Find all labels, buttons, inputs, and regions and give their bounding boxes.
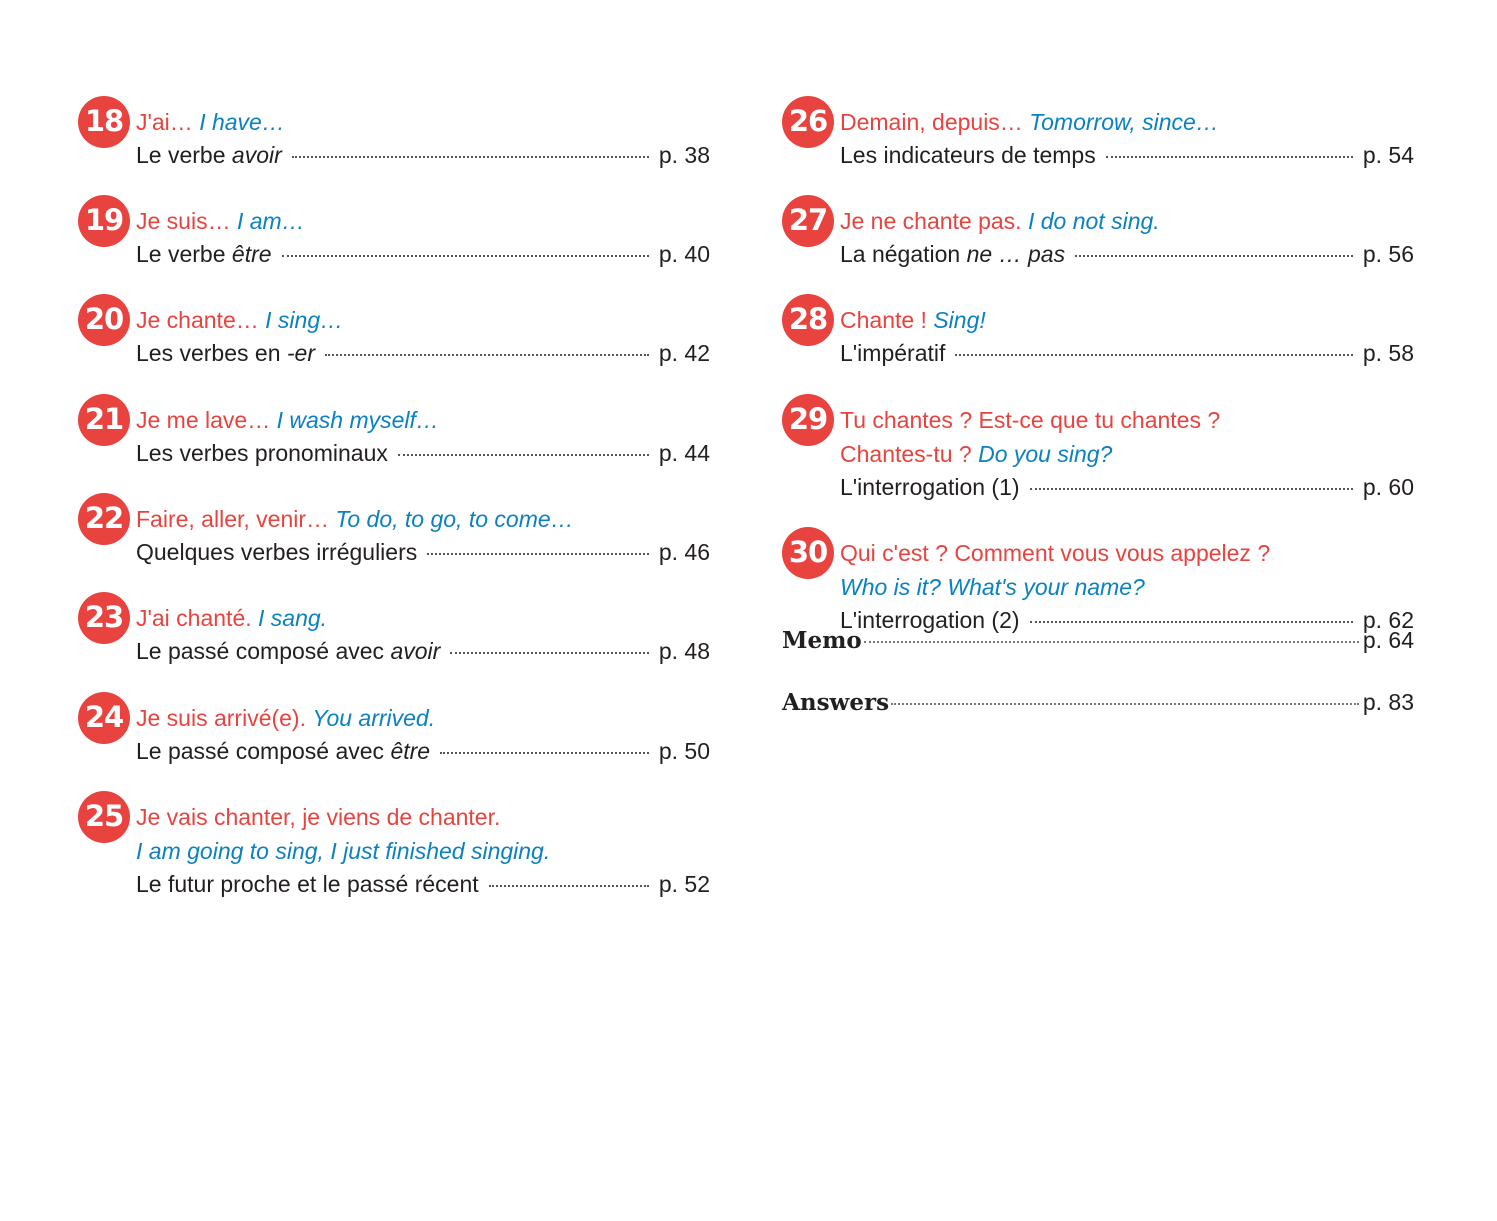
subtopic-part: L'interrogation (2) — [840, 607, 1020, 633]
dot-leader — [1075, 255, 1353, 257]
chapter-title — [840, 527, 1414, 604]
chapter-number-badge: 26 — [782, 96, 834, 148]
subtopic-text — [136, 238, 272, 271]
chapter-number-badge: 29 — [782, 394, 834, 446]
chapter-title — [136, 692, 710, 735]
toc-line — [840, 238, 1414, 271]
dot-leader — [450, 652, 649, 654]
toc-entry[interactable] — [782, 195, 1414, 271]
dot-leader — [1106, 156, 1353, 158]
chapter-number-badge: 25 — [78, 791, 130, 843]
toc-entry[interactable] — [78, 692, 710, 768]
chapter-title — [840, 294, 1414, 337]
subtopic-text — [136, 536, 417, 569]
title-english: I sing… — [265, 307, 344, 333]
toc-line — [136, 337, 710, 370]
toc-line — [840, 139, 1414, 172]
subtopic-text — [840, 471, 1020, 504]
chapter-title — [840, 96, 1414, 139]
extra-label: Memo — [782, 627, 862, 654]
subtopic-part: -er — [286, 340, 315, 366]
toc-entry[interactable] — [78, 493, 710, 569]
dot-leader — [440, 752, 649, 754]
title-english: I have… — [199, 109, 285, 135]
dot-leader — [427, 553, 649, 555]
page-number: p. 38 — [658, 142, 710, 168]
page-number: p. 58 — [1362, 340, 1414, 366]
subtopic-text — [840, 139, 1096, 172]
toc-entry[interactable] — [78, 294, 710, 370]
title-french: Je ne chante pas. — [840, 208, 1028, 234]
page-number: p. 54 — [1362, 142, 1414, 168]
subtopic-part: Les indicateurs de temps — [840, 142, 1096, 168]
toc-entry[interactable] — [78, 96, 710, 172]
title-french: Je suis… — [136, 208, 237, 234]
title-english: Who is it? What's your name? — [840, 574, 1145, 600]
dot-leader — [891, 703, 1359, 705]
chapter-title — [136, 394, 710, 437]
dot-leader — [1030, 621, 1353, 623]
subtopic-part: Le futur proche et le passé récent — [136, 871, 479, 897]
page-number: p. 44 — [658, 440, 710, 466]
dot-leader — [1030, 488, 1353, 490]
subtopic-part: L'impératif — [840, 340, 946, 366]
title-french: Je me lave… — [136, 407, 277, 433]
title-english: You arrived. — [312, 705, 436, 731]
subtopic-part: ne … pas — [966, 241, 1066, 267]
chapter-title — [136, 96, 710, 139]
toc-line — [136, 635, 710, 668]
toc-extra-row[interactable] — [782, 627, 1414, 654]
title-french: Je vais chanter, je viens de chanter. — [136, 804, 501, 830]
toc-entry[interactable] — [78, 195, 710, 271]
toc-line — [840, 471, 1414, 504]
chapter-number-badge: 22 — [78, 493, 130, 545]
subtopic-part: Le verbe — [136, 142, 232, 168]
page-number: p. 83 — [1362, 689, 1414, 715]
chapter-number-badge: 19 — [78, 195, 130, 247]
dot-leader — [489, 885, 649, 887]
page-number: p. 52 — [658, 871, 710, 897]
dot-leader — [398, 454, 649, 456]
chapter-number-badge: 24 — [78, 692, 130, 744]
chapter-title — [136, 592, 710, 635]
subtopic-text — [136, 437, 388, 470]
chapter-number-badge: 23 — [78, 592, 130, 644]
chapter-number-badge: 20 — [78, 294, 130, 346]
page-number: p. 60 — [1362, 474, 1414, 500]
title-english: I wash myself… — [276, 407, 439, 433]
extra-label: Answers — [782, 689, 890, 716]
title-french: Faire, aller, venir… — [136, 506, 336, 532]
chapter-number-badge: 21 — [78, 394, 130, 446]
subtopic-text — [136, 139, 282, 172]
toc-line — [136, 536, 710, 569]
title-english: To do, to go, to come… — [335, 506, 574, 532]
title-french: Je suis arrivé(e). — [136, 705, 313, 731]
toc-right-column — [782, 96, 1414, 637]
dot-leader — [282, 255, 649, 257]
chapter-number-badge: 18 — [78, 96, 130, 148]
subtopic-text — [840, 337, 945, 370]
title-french: Chantes-tu ? — [840, 441, 979, 467]
dot-leader — [955, 354, 1352, 356]
toc-entry[interactable] — [782, 394, 1414, 504]
toc-line — [136, 437, 710, 470]
page-number: p. 56 — [1362, 241, 1414, 267]
subtopic-part: Le passé composé avec — [136, 638, 391, 664]
toc-line — [136, 238, 710, 271]
chapter-number-badge: 30 — [782, 527, 834, 579]
title-french: J'ai chanté. — [136, 605, 259, 631]
subtopic-part: La négation — [840, 241, 967, 267]
page-number: p. 48 — [658, 638, 710, 664]
title-french: Qui c'est ? Comment vous vous appelez ? — [840, 540, 1271, 566]
toc-entry[interactable] — [78, 791, 710, 901]
chapter-title — [136, 195, 710, 238]
page-number: p. 40 — [658, 241, 710, 267]
chapter-number-badge: 27 — [782, 195, 834, 247]
title-french: Tu chantes ? Est-ce que tu chantes ? — [840, 407, 1221, 433]
subtopic-text — [136, 337, 315, 370]
subtopic-part: être — [231, 241, 272, 267]
toc-line — [136, 735, 710, 768]
page-number: p. 62 — [1362, 607, 1414, 633]
dot-leader — [325, 354, 649, 356]
subtopic-text — [136, 868, 479, 901]
subtopic-part: avoir — [390, 638, 441, 664]
page-number: p. 42 — [658, 340, 710, 366]
title-french: Je chante… — [136, 307, 266, 333]
toc-line — [136, 139, 710, 172]
chapter-title — [136, 294, 710, 337]
title-french: Chante ! — [840, 307, 934, 333]
title-english: Tomorrow, since… — [1029, 109, 1219, 135]
subtopic-part: Quelques verbes irréguliers — [136, 539, 418, 565]
subtopic-part: avoir — [231, 142, 282, 168]
subtopic-part: L'interrogation (1) — [840, 474, 1020, 500]
subtopic-text — [840, 238, 1065, 271]
dot-leader — [292, 156, 649, 158]
title-english: I sang. — [258, 605, 328, 631]
page-number: p. 46 — [658, 539, 710, 565]
chapter-number-badge: 28 — [782, 294, 834, 346]
toc-entry[interactable] — [78, 394, 710, 470]
page-number: p. 50 — [658, 738, 710, 764]
toc-line — [840, 337, 1414, 370]
title-english: I do not sing. — [1027, 208, 1160, 234]
toc-entry[interactable] — [78, 592, 710, 668]
toc-entry[interactable] — [782, 294, 1414, 370]
toc-left-column — [78, 96, 710, 901]
page-number: p. 64 — [1362, 627, 1414, 653]
dot-leader — [864, 641, 1359, 643]
subtopic-part: Les verbes pronominaux — [136, 440, 388, 466]
chapter-title — [840, 195, 1414, 238]
title-english: I am going to sing, I just finished singing. — [136, 838, 551, 864]
subtopic-part: être — [390, 738, 431, 764]
subtopic-part: Le passé composé avec — [136, 738, 391, 764]
title-french: Demain, depuis… — [840, 109, 1030, 135]
chapter-title — [840, 394, 1414, 471]
toc-line — [136, 868, 710, 901]
subtopic-part: Le verbe — [136, 241, 232, 267]
chapter-title — [136, 791, 710, 868]
title-french: J'ai… — [136, 109, 200, 135]
title-english: Sing! — [933, 307, 986, 333]
toc-extra-row[interactable] — [782, 689, 1414, 716]
subtopic-text — [136, 635, 440, 668]
subtopic-part: Les verbes en — [136, 340, 287, 366]
toc-entry[interactable] — [782, 96, 1414, 172]
title-english: I am… — [236, 208, 305, 234]
chapter-title — [136, 493, 710, 536]
toc-entry[interactable] — [782, 527, 1414, 637]
title-english: Do you sing? — [978, 441, 1113, 467]
subtopic-text — [136, 735, 430, 768]
